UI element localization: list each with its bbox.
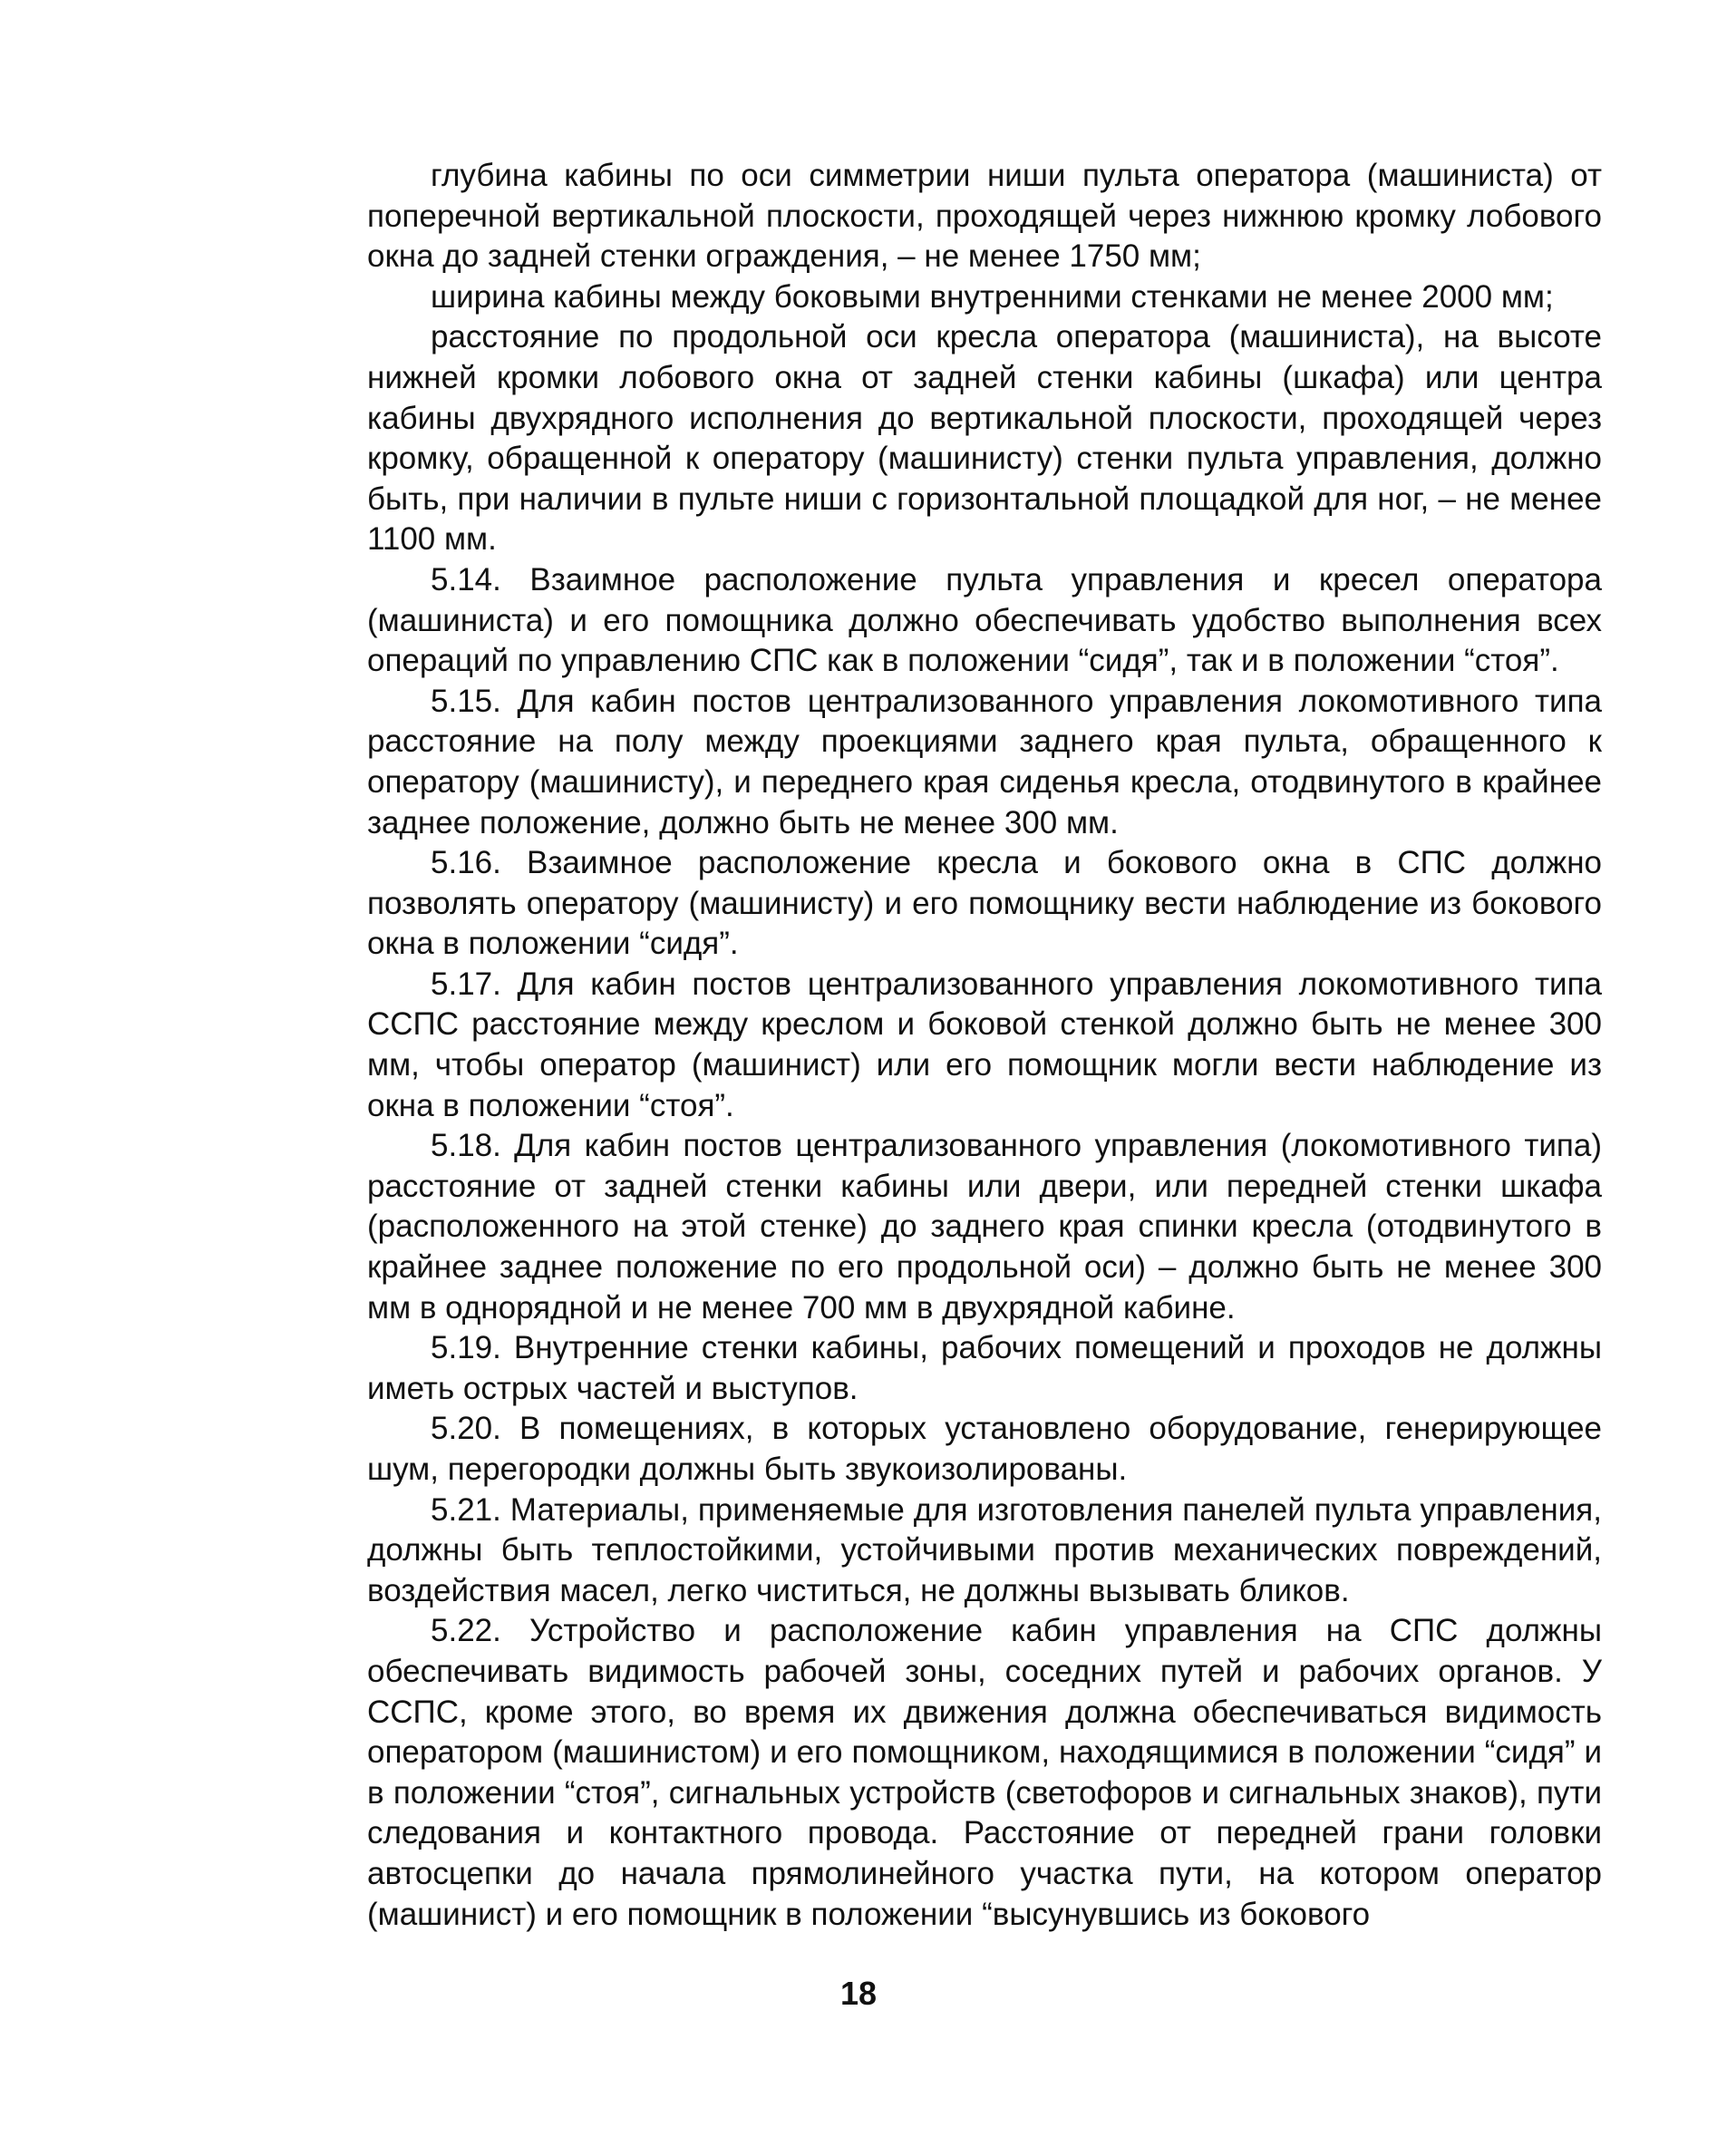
paragraph-5-16: 5.16. Взаимное расположение кресла и бокового окна в СПС должно позволять оператору (машинисту) и его помощнику вести наблюдение из бокового окна в положении “сидя”. <box>367 845 1602 962</box>
paragraph-5-20: 5.20. В помещениях, в которых установлено оборудование, генерирующее шум, перегородки должны быть звукоизолированы. <box>367 1411 1602 1487</box>
paragraph-seat-distance: расстояние по продольной оси кресла оператора (машиниста), на высоте нижней кромки лобового окна от задней стенки кабины (шкафа) или центра кабины двухрядного исполнения до вертикальной плоскости, проходящей через кромку, обращенной к оператору (машинисту) стенки пульта управления, должно быть, при наличии в пульте ниши с горизонтальной площадкой для ног, – не менее 1100 мм. <box>367 319 1602 558</box>
paragraph-5-19: 5.19. Внутренние стенки кабины, рабочих помещений и проходов не должны иметь острых частей и выступов. <box>367 1330 1602 1406</box>
paragraph-5-15: 5.15. Для кабин постов централизованного управления локомотивного типа расстояние на полу между проекциями заднего края пульта, обращенного к оператору (машинисту), и переднего края сиденья кресла, отодвинутого в крайнее заднее положение, должно быть не менее 300 мм. <box>367 683 1602 840</box>
page-number: 18 <box>839 1975 878 2012</box>
paragraph-cabin-width: ширина кабины между боковыми внутренними стенками не менее 2000 мм; <box>431 278 1554 315</box>
paragraph-5-17: 5.17. Для кабин постов централизованного управления локомотивного типа ССПС расстояние между креслом и боковой стенкой должно быть не менее 300 мм, чтобы оператор (машинист) или его помощник могли вести наблюдение из окна в положении “стоя”. <box>367 966 1602 1123</box>
paragraph-cabin-depth: глубина кабины по оси симметрии ниши пульта оператора (машиниста) от поперечной вертикальной плоскости, проходящей через нижнюю кромку лобового окна до задней стенки ограждения, – не менее 1750 мм; <box>367 158 1602 275</box>
paragraph-5-22: 5.22. Устройство и расположение кабин управления на СПС должны обеспечивать видимость рабочей зоны, соседних путей и рабочих органов. У ССПС, кроме этого, во время их движения должна обеспечиваться видимость оператором (машинистом) и его помощником, находящимися в положении “сидя” и в положении “стоя”, сигнальных устройств (светофоров и сигнальных знаков), пути следования и контактного провода. Расстояние от передней грани головки автосцепки до начала прямолинейного участка пути, на котором оператор (машинист) и его помощник в положении “высунувшись из бокового <box>367 1613 1602 1932</box>
paragraph-5-14: 5.14. Взаимное расположение пульта управления и кресел оператора (машиниста) и его помощника должно обеспечивать удобство выполнения всех операций по управлению СПС как в положении “сидя”, так и в положении “стоя”. <box>367 561 1602 679</box>
paragraph-5-18: 5.18. Для кабин постов централизованного управления (локомотивного типа) расстояние от задней стенки кабины или двери, или передней стенки шкафа (расположенного на этой стенке) до заднего края спинки кресла (отодвинутого в крайнее заднее положение по его продольной оси) – должно быть не менее 300 мм в однорядной и не менее 700 мм в двухрядной кабине. <box>367 1128 1602 1326</box>
document-body <box>367 156 1602 1935</box>
paragraph-5-21: 5.21. Материалы, применяемые для изготовления панелей пульта управления, должны быть теплостойкими, устойчивыми против механических повреждений, воздействия масел, легко чиститься, не должны вызывать бликов. <box>367 1491 1602 1608</box>
